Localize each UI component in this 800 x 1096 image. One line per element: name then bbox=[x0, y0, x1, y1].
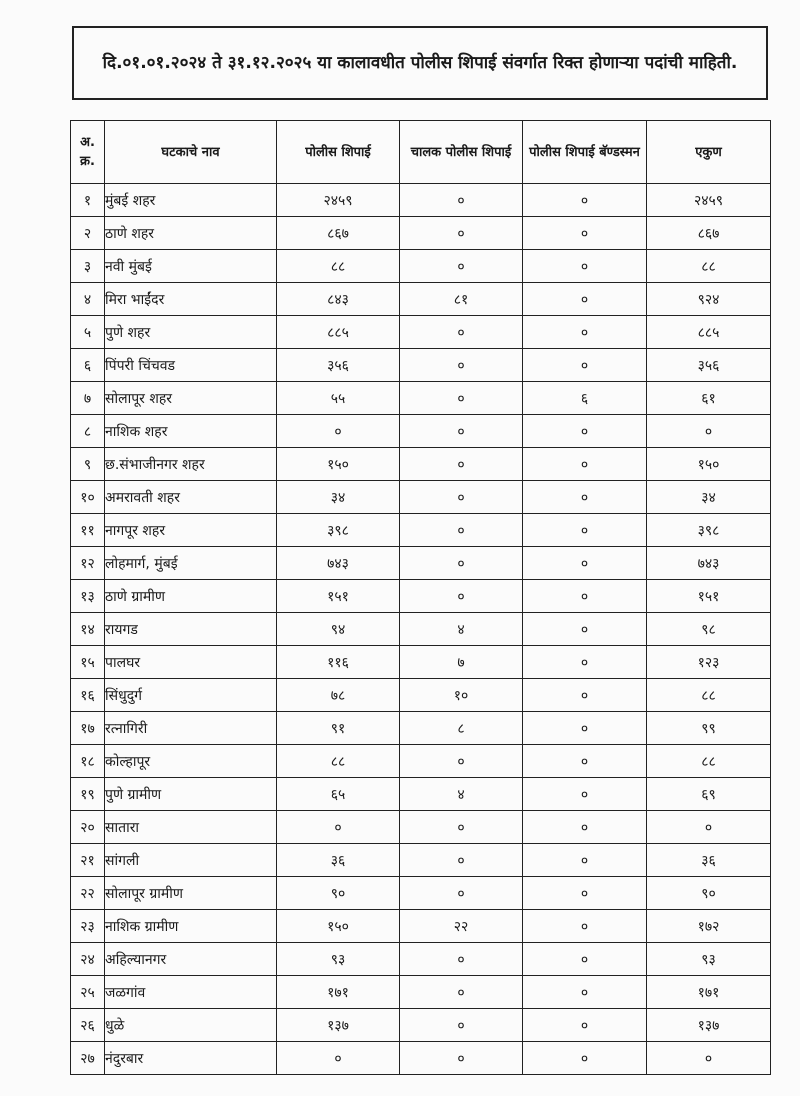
cell-driver-constable: ४ bbox=[400, 613, 523, 646]
cell-unit-name: पालघर bbox=[105, 646, 277, 679]
cell-police-constable: ३६ bbox=[277, 844, 400, 877]
cell-unit-name: सातारा bbox=[105, 811, 277, 844]
cell-police-constable: ० bbox=[277, 415, 400, 448]
cell-unit-name: सोलापूर शहर bbox=[105, 382, 277, 415]
cell-bandsman: ० bbox=[523, 613, 647, 646]
cell-total: २४५९ bbox=[647, 184, 771, 217]
cell-serial: १२ bbox=[71, 547, 105, 580]
header-unit-name: घटकाचे नाव bbox=[105, 121, 277, 184]
cell-driver-constable: १० bbox=[400, 679, 523, 712]
cell-total: ३६ bbox=[647, 844, 771, 877]
cell-serial: १६ bbox=[71, 679, 105, 712]
cell-unit-name: रत्नागिरी bbox=[105, 712, 277, 745]
cell-bandsman: ० bbox=[523, 1009, 647, 1042]
cell-total: ७४३ bbox=[647, 547, 771, 580]
cell-driver-constable: ४ bbox=[400, 778, 523, 811]
cell-bandsman: ० bbox=[523, 976, 647, 1009]
cell-driver-constable: ० bbox=[400, 580, 523, 613]
header-serial: अ. क्र. bbox=[71, 121, 105, 184]
cell-unit-name: अहिल्यानगर bbox=[105, 943, 277, 976]
cell-total: १३७ bbox=[647, 1009, 771, 1042]
cell-unit-name: नागपूर शहर bbox=[105, 514, 277, 547]
cell-police-constable: ३९८ bbox=[277, 514, 400, 547]
cell-serial: २१ bbox=[71, 844, 105, 877]
cell-bandsman: ० bbox=[523, 844, 647, 877]
cell-bandsman: ० bbox=[523, 184, 647, 217]
cell-total: ९२४ bbox=[647, 283, 771, 316]
cell-driver-constable: ० bbox=[400, 811, 523, 844]
table-row bbox=[71, 613, 771, 646]
cell-unit-name: रायगड bbox=[105, 613, 277, 646]
cell-bandsman: ० bbox=[523, 745, 647, 778]
cell-bandsman: ० bbox=[523, 1042, 647, 1075]
cell-police-constable: १५० bbox=[277, 910, 400, 943]
table-row bbox=[71, 1042, 771, 1075]
table-row bbox=[71, 184, 771, 217]
cell-bandsman: ० bbox=[523, 316, 647, 349]
cell-driver-constable: ० bbox=[400, 514, 523, 547]
cell-total: ० bbox=[647, 1042, 771, 1075]
cell-unit-name: नाशिक शहर bbox=[105, 415, 277, 448]
vacancy-table bbox=[70, 120, 771, 1075]
cell-driver-constable: ० bbox=[400, 547, 523, 580]
cell-total: ६१ bbox=[647, 382, 771, 415]
cell-police-constable: २४५९ bbox=[277, 184, 400, 217]
cell-serial: १३ bbox=[71, 580, 105, 613]
cell-total: १२३ bbox=[647, 646, 771, 679]
cell-serial: २७ bbox=[71, 1042, 105, 1075]
cell-driver-constable: ० bbox=[400, 448, 523, 481]
cell-serial: १८ bbox=[71, 745, 105, 778]
cell-unit-name: लोहमार्ग, मुंबई bbox=[105, 547, 277, 580]
table-row bbox=[71, 547, 771, 580]
cell-bandsman: ० bbox=[523, 547, 647, 580]
cell-serial: १४ bbox=[71, 613, 105, 646]
cell-serial: २४ bbox=[71, 943, 105, 976]
cell-unit-name: धुळे bbox=[105, 1009, 277, 1042]
cell-serial: १५ bbox=[71, 646, 105, 679]
table-row bbox=[71, 778, 771, 811]
cell-bandsman: ० bbox=[523, 514, 647, 547]
cell-police-constable: ८४३ bbox=[277, 283, 400, 316]
cell-serial: २२ bbox=[71, 877, 105, 910]
cell-driver-constable: ० bbox=[400, 943, 523, 976]
cell-driver-constable: ० bbox=[400, 877, 523, 910]
cell-total: ० bbox=[647, 811, 771, 844]
cell-driver-constable: ० bbox=[400, 415, 523, 448]
cell-police-constable: ५५ bbox=[277, 382, 400, 415]
cell-total: ८८५ bbox=[647, 316, 771, 349]
cell-unit-name: सिंधुदुर्ग bbox=[105, 679, 277, 712]
cell-total: ० bbox=[647, 415, 771, 448]
cell-total: ९९ bbox=[647, 712, 771, 745]
table-row bbox=[71, 580, 771, 613]
cell-unit-name: पुणे ग्रामीण bbox=[105, 778, 277, 811]
cell-serial: १० bbox=[71, 481, 105, 514]
header-police-constable: पोलीस शिपाई bbox=[277, 121, 400, 184]
cell-police-constable: ३४ bbox=[277, 481, 400, 514]
cell-police-constable: ८६७ bbox=[277, 217, 400, 250]
cell-bandsman: ० bbox=[523, 349, 647, 382]
table-row bbox=[71, 712, 771, 745]
cell-unit-name: ठाणे ग्रामीण bbox=[105, 580, 277, 613]
cell-police-constable: ९१ bbox=[277, 712, 400, 745]
cell-unit-name: कोल्हापूर bbox=[105, 745, 277, 778]
table-row bbox=[71, 646, 771, 679]
cell-driver-constable: ० bbox=[400, 745, 523, 778]
cell-driver-constable: ० bbox=[400, 250, 523, 283]
cell-police-constable: ८८ bbox=[277, 745, 400, 778]
cell-total: ३४ bbox=[647, 481, 771, 514]
cell-serial: ८ bbox=[71, 415, 105, 448]
cell-unit-name: नवी मुंबई bbox=[105, 250, 277, 283]
cell-total: ३५६ bbox=[647, 349, 771, 382]
table-row bbox=[71, 745, 771, 778]
table-row bbox=[71, 316, 771, 349]
cell-driver-constable: ० bbox=[400, 1042, 523, 1075]
cell-police-constable: ८८५ bbox=[277, 316, 400, 349]
cell-total: १५१ bbox=[647, 580, 771, 613]
cell-serial: ९ bbox=[71, 448, 105, 481]
cell-serial: २६ bbox=[71, 1009, 105, 1042]
cell-driver-constable: ० bbox=[400, 382, 523, 415]
table-row bbox=[71, 448, 771, 481]
table-row bbox=[71, 382, 771, 415]
cell-driver-constable: ० bbox=[400, 184, 523, 217]
cell-total: ८८ bbox=[647, 679, 771, 712]
cell-bandsman: ० bbox=[523, 712, 647, 745]
cell-police-constable: ७८ bbox=[277, 679, 400, 712]
table-row bbox=[71, 877, 771, 910]
cell-driver-constable: २२ bbox=[400, 910, 523, 943]
cell-bandsman: ६ bbox=[523, 382, 647, 415]
table-row bbox=[71, 910, 771, 943]
cell-bandsman: ० bbox=[523, 250, 647, 283]
cell-bandsman: ० bbox=[523, 943, 647, 976]
cell-total: ८८ bbox=[647, 250, 771, 283]
cell-police-constable: ११६ bbox=[277, 646, 400, 679]
cell-total: ९० bbox=[647, 877, 771, 910]
cell-driver-constable: ० bbox=[400, 349, 523, 382]
cell-serial: ६ bbox=[71, 349, 105, 382]
cell-police-constable: ९० bbox=[277, 877, 400, 910]
cell-driver-constable: ० bbox=[400, 1009, 523, 1042]
cell-bandsman: ० bbox=[523, 283, 647, 316]
cell-driver-constable: ० bbox=[400, 217, 523, 250]
cell-serial: ११ bbox=[71, 514, 105, 547]
table-row bbox=[71, 415, 771, 448]
cell-bandsman: ० bbox=[523, 811, 647, 844]
cell-police-constable: ८८ bbox=[277, 250, 400, 283]
table-row bbox=[71, 349, 771, 382]
cell-bandsman: ० bbox=[523, 778, 647, 811]
cell-unit-name: पुणे शहर bbox=[105, 316, 277, 349]
cell-driver-constable: ० bbox=[400, 844, 523, 877]
table-row bbox=[71, 811, 771, 844]
cell-bandsman: ० bbox=[523, 481, 647, 514]
cell-serial: ५ bbox=[71, 316, 105, 349]
cell-driver-constable: ७ bbox=[400, 646, 523, 679]
cell-total: १५० bbox=[647, 448, 771, 481]
cell-total: ६९ bbox=[647, 778, 771, 811]
cell-total: ९३ bbox=[647, 943, 771, 976]
cell-total: १७२ bbox=[647, 910, 771, 943]
cell-driver-constable: ० bbox=[400, 316, 523, 349]
table-row bbox=[71, 844, 771, 877]
cell-police-constable: १५१ bbox=[277, 580, 400, 613]
cell-serial: १९ bbox=[71, 778, 105, 811]
table-row bbox=[71, 283, 771, 316]
table-row bbox=[71, 217, 771, 250]
cell-bandsman: ० bbox=[523, 448, 647, 481]
cell-driver-constable: ८ bbox=[400, 712, 523, 745]
table-row bbox=[71, 514, 771, 547]
cell-unit-name: पिंपरी चिंचवड bbox=[105, 349, 277, 382]
cell-total: ३९८ bbox=[647, 514, 771, 547]
cell-bandsman: ० bbox=[523, 910, 647, 943]
cell-unit-name: सांगली bbox=[105, 844, 277, 877]
cell-police-constable: १७१ bbox=[277, 976, 400, 1009]
cell-bandsman: ० bbox=[523, 580, 647, 613]
cell-serial: ७ bbox=[71, 382, 105, 415]
cell-serial: २ bbox=[71, 217, 105, 250]
header-driver-constable: चालक पोलीस शिपाई bbox=[400, 121, 523, 184]
cell-unit-name: अमरावती शहर bbox=[105, 481, 277, 514]
cell-unit-name: सोलापूर ग्रामीण bbox=[105, 877, 277, 910]
cell-driver-constable: ८१ bbox=[400, 283, 523, 316]
table-row bbox=[71, 943, 771, 976]
cell-driver-constable: ० bbox=[400, 481, 523, 514]
cell-bandsman: ० bbox=[523, 646, 647, 679]
table-body bbox=[71, 184, 771, 1075]
table-row bbox=[71, 250, 771, 283]
cell-serial: १ bbox=[71, 184, 105, 217]
cell-unit-name: मिरा भाईंदर bbox=[105, 283, 277, 316]
cell-police-constable: ० bbox=[277, 1042, 400, 1075]
cell-total: ८६७ bbox=[647, 217, 771, 250]
cell-unit-name: जळगांव bbox=[105, 976, 277, 1009]
table-header-row bbox=[71, 121, 771, 184]
cell-police-constable: १५० bbox=[277, 448, 400, 481]
cell-unit-name: नंदुरबार bbox=[105, 1042, 277, 1075]
cell-police-constable: १३७ bbox=[277, 1009, 400, 1042]
cell-police-constable: ९३ bbox=[277, 943, 400, 976]
cell-unit-name: मुंबई शहर bbox=[105, 184, 277, 217]
cell-police-constable: ७४३ bbox=[277, 547, 400, 580]
cell-unit-name: नाशिक ग्रामीण bbox=[105, 910, 277, 943]
cell-serial: २३ bbox=[71, 910, 105, 943]
document-title: दि.०१.०१.२०२४ ते ३१.१२.२०२५ या कालावधीत पोलीस शिपाई संवर्गात रिक्त होणाऱ्या पदांची माहिती. bbox=[72, 26, 768, 100]
cell-bandsman: ० bbox=[523, 415, 647, 448]
table-row bbox=[71, 679, 771, 712]
table-row bbox=[71, 1009, 771, 1042]
cell-bandsman: ० bbox=[523, 877, 647, 910]
cell-total: १७१ bbox=[647, 976, 771, 1009]
header-bandsman: पोलीस शिपाई बॅण्डस्मन bbox=[523, 121, 647, 184]
cell-serial: ३ bbox=[71, 250, 105, 283]
cell-total: ९८ bbox=[647, 613, 771, 646]
table-row bbox=[71, 481, 771, 514]
cell-bandsman: ० bbox=[523, 679, 647, 712]
cell-police-constable: ९४ bbox=[277, 613, 400, 646]
table-row bbox=[71, 976, 771, 1009]
cell-police-constable: ६५ bbox=[277, 778, 400, 811]
cell-bandsman: ० bbox=[523, 217, 647, 250]
cell-driver-constable: ० bbox=[400, 976, 523, 1009]
cell-serial: ४ bbox=[71, 283, 105, 316]
cell-police-constable: ० bbox=[277, 811, 400, 844]
cell-unit-name: छ.संभाजीनगर शहर bbox=[105, 448, 277, 481]
header-total: एकुण bbox=[647, 121, 771, 184]
cell-total: ८८ bbox=[647, 745, 771, 778]
cell-unit-name: ठाणे शहर bbox=[105, 217, 277, 250]
cell-serial: २० bbox=[71, 811, 105, 844]
cell-serial: १७ bbox=[71, 712, 105, 745]
cell-serial: २५ bbox=[71, 976, 105, 1009]
cell-police-constable: ३५६ bbox=[277, 349, 400, 382]
